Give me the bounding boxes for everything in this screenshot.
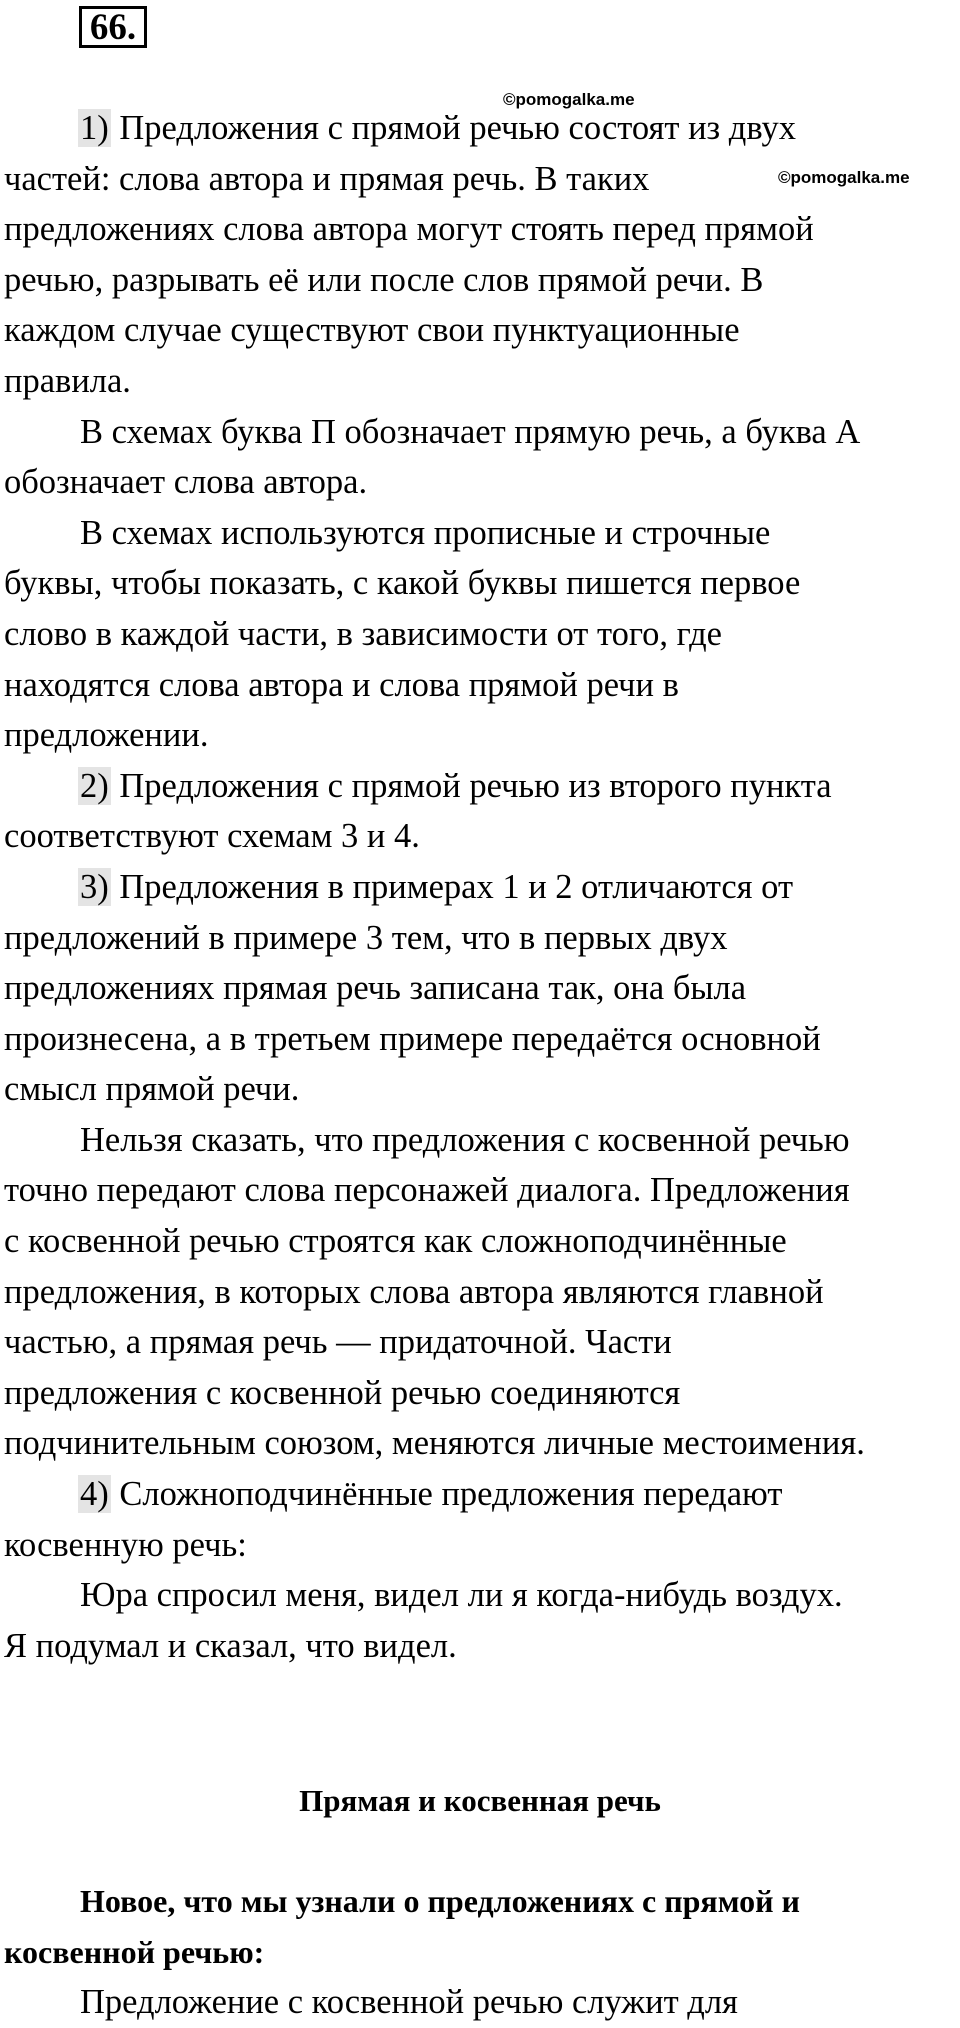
- paragraph-6-line-3: с косвенной речью строятся как сложноподчинённые: [4, 1222, 787, 1261]
- item-number-2: 2): [80, 766, 109, 805]
- subheading-line-1: Новое, что мы узнали о предложениях с прямой и: [80, 1883, 800, 1919]
- item-number-1: 1): [80, 109, 109, 147]
- tail-line-1: Предложение с косвенной речью служит для: [80, 1983, 738, 2021]
- paragraph-1-line-5: каждом случае существуют свои пунктуационные: [4, 311, 740, 350]
- paragraph-6-line-4: предложения, в которых слова автора являются главной: [4, 1272, 824, 1311]
- paragraph-3-line-3: слово в каждой части, в зависимости от того, где: [4, 614, 722, 653]
- subheading-line-2: косвенной речью:: [4, 1933, 265, 1970]
- paragraph-1-line-1: 1) Предложения с прямой речью состоят из двух: [80, 109, 796, 147]
- paragraph-8-line-1: Юра спросил меня, видел ли я когда-нибудь воздух.: [80, 1576, 843, 1615]
- item-number-4: 4): [80, 1475, 109, 1514]
- paragraph-6-line-7: подчинительным союзом, меняются личные местоимения.: [4, 1424, 865, 1463]
- paragraph-1-line-3: предложениях слова автора могут стоять перед прямой: [4, 210, 814, 249]
- paragraph-1-line-2: частей: слова автора и прямая речь. В таких: [4, 159, 650, 198]
- tail-text: [4, 1977, 960, 2028]
- paragraph-7-line-1: 4) Сложноподчинённые предложения передают: [80, 1475, 783, 1514]
- paragraph-5-line-1: 3) Предложения в примерах 1 и 2 отличаются от: [80, 867, 794, 906]
- paragraph-4-line-1: 2) Предложения с прямой речью из второго пункта: [80, 766, 832, 805]
- paragraph-5-line-2: предложений в примере 3 тем, что в первых двух: [4, 918, 728, 957]
- paragraph-5-line-4: произнесена, а в третьем примере передаётся основной: [4, 1019, 821, 1058]
- paragraph-8-line-2: Я подумал и сказал, что видел.: [4, 1626, 457, 1665]
- paragraph-6-line-1: Нельзя сказать, что предложения с косвенной речью: [80, 1120, 850, 1159]
- watermark-right: ©pomogalka.me: [778, 168, 910, 187]
- subheading: [4, 1876, 960, 1977]
- paragraph-6-line-5: частью, а прямая речь — придаточной. Части: [4, 1323, 672, 1362]
- paragraph-3-line-5: предложении.: [4, 716, 209, 755]
- paragraph-6-line-6: предложения с косвенной речью соединяются: [4, 1373, 681, 1412]
- watermark-top: ©pomogalka.me: [503, 90, 635, 109]
- paragraph-7-line-2: косвенную речь:: [4, 1525, 247, 1564]
- paragraph-1-line-6: правила.: [4, 361, 131, 400]
- section-title: Прямая и косвенная речь: [299, 1783, 661, 1818]
- paragraph-6-line-2: точно передают слова персонажей диалога. Предложения: [4, 1171, 850, 1210]
- paragraph-4-line-2: соответствуют схемам 3 и 4.: [4, 817, 420, 856]
- paragraph-3-line-2: буквы, чтобы показать, с какой буквы пишется первое: [4, 564, 801, 603]
- paragraph-3-line-1: В схемах используются прописные и строчные: [80, 513, 771, 552]
- paragraph-5-line-5: смысл прямой речи.: [4, 1070, 300, 1109]
- item-number-3: 3): [80, 867, 109, 906]
- task-number-box: 66.: [79, 6, 147, 48]
- paragraph-2-line-2: обозначает слова автора.: [4, 463, 368, 502]
- paragraph-5-line-3: предложениях прямая речь записана так, она была: [4, 969, 747, 1008]
- paragraph-3-line-4: находятся слова автора и слова прямой речи в: [4, 665, 679, 704]
- paragraph-1-line-4: речью, разрывать её или после слов прямой речи. В: [4, 260, 764, 299]
- answer-text: [4, 103, 960, 1671]
- paragraph-2-line-1: В схемах буква П обозначает прямую речь, а буква А: [80, 412, 861, 451]
